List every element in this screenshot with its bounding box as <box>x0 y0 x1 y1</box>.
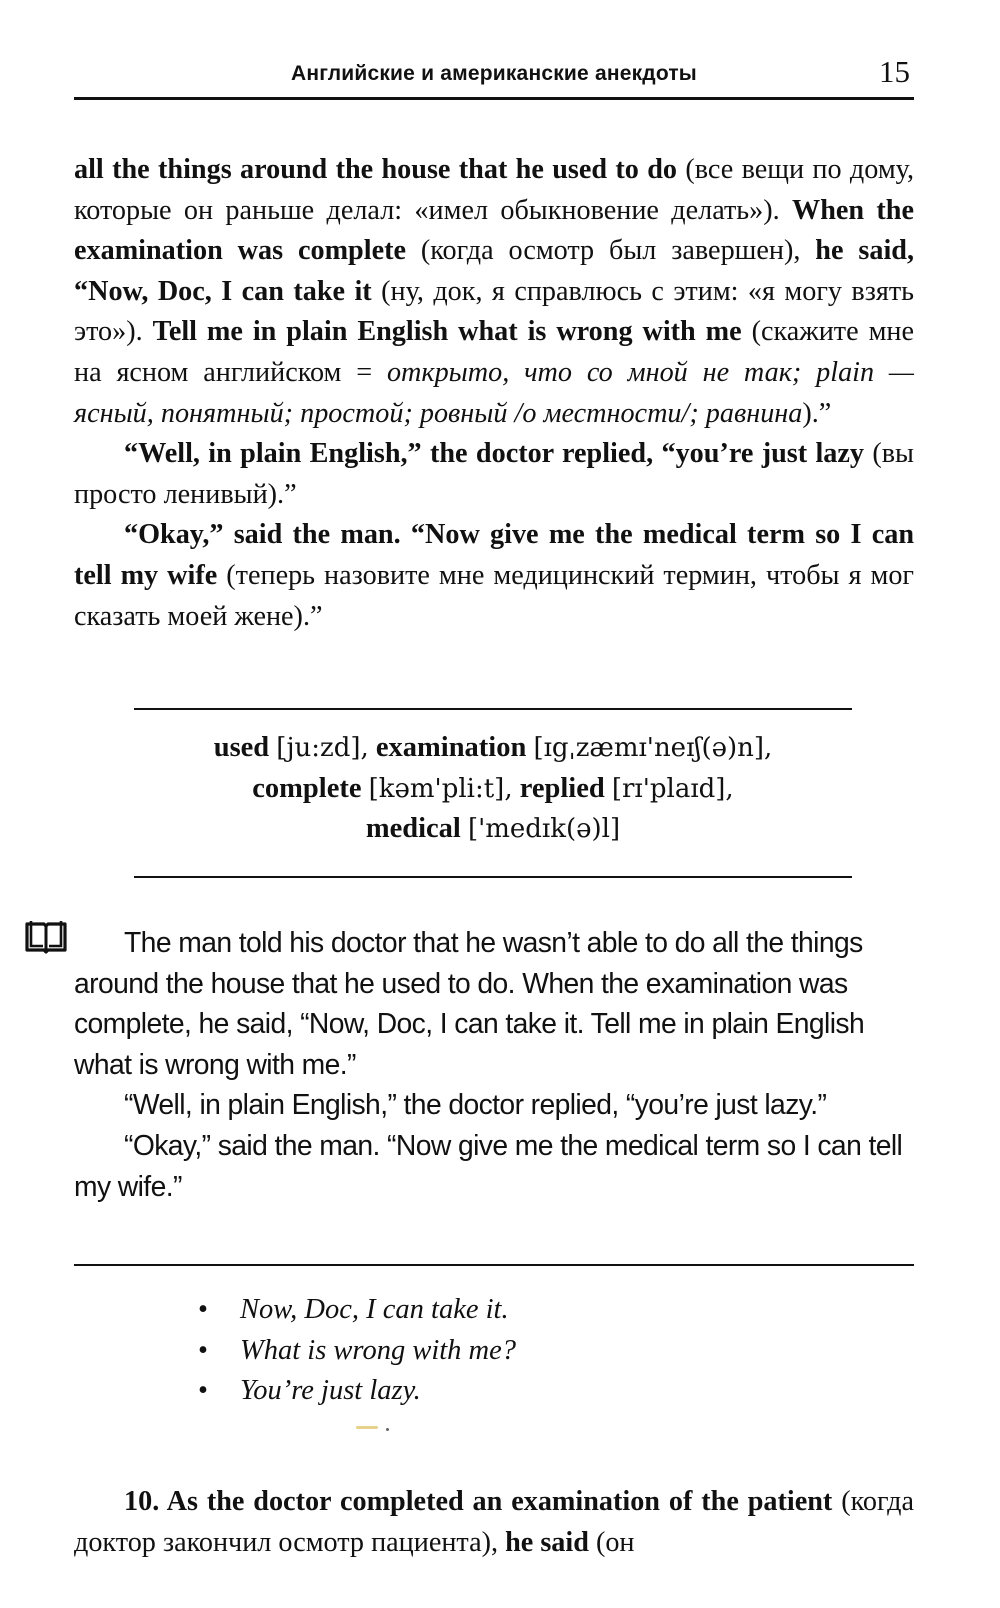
bilingual-gloss <box>74 150 914 637</box>
bullet-icon: • <box>198 1375 208 1407</box>
gloss-english: all the things around the house that he used to do <box>74 154 678 185</box>
transcription-word: medical <box>365 813 461 845</box>
key-phrase-item <box>198 1331 516 1372</box>
transcription-ipa: [rɪ'plaɪd], <box>611 773 734 804</box>
key-phrases-list <box>198 1290 516 1412</box>
transcription-word: complete <box>252 772 362 804</box>
page-number: 15 <box>879 54 910 89</box>
transcription-ipa: ['medɪk(ə)l] <box>467 814 621 845</box>
gloss-paragraph-3 <box>74 515 914 637</box>
gloss-russian: (вы просто ленивый).” <box>74 438 914 510</box>
transcription-ipa: [kəm'pli:t], <box>368 773 513 804</box>
next-anecdote-paragraph <box>74 1482 914 1563</box>
print-speck <box>386 1428 389 1431</box>
header-title: Английские и американские анекдоты <box>291 62 697 85</box>
transcription-word: examination <box>375 732 527 763</box>
gloss-russian: (ну, док, я справлюсь с этим: «я могу взять это»). <box>74 275 915 348</box>
key-phrase-text: Now, Doc, I can take it. <box>240 1294 509 1325</box>
divider-rule <box>134 708 852 710</box>
gloss-russian: (когда осмотр был завершен), <box>405 235 816 267</box>
bullet-icon: • <box>198 1294 208 1325</box>
gloss-russian: (когда доктор закончил осмотр пациента), <box>74 1486 914 1558</box>
transcription-ipa: [ju:zd], <box>276 733 369 763</box>
gloss-english: When the examination was complete <box>74 194 914 267</box>
gloss-russian: (он <box>588 1526 635 1558</box>
bullet-icon: • <box>198 1334 208 1366</box>
gloss-english: he said, “Now, Doc, I can take it <box>74 235 914 307</box>
reading-paragraph-1: The man told his doctor that he wasn’t able to do all the things around the house that he used to do. When the examination was complete, he said, “Now, Doc, I can take it. Tell me in plain English what is wrong with me.” <box>74 926 865 1080</box>
key-phrase-item <box>198 1290 516 1331</box>
transcription-ipa: [ɪgˌzæmɪ'neɪʃ(ə)n], <box>533 733 773 763</box>
gloss-english: Tell me in plain English what is wrong with me <box>152 316 742 348</box>
gloss-russian: (скажите мне на ясном английском = <box>74 316 915 388</box>
running-header <box>74 52 914 100</box>
next-anecdote <box>74 1482 914 1563</box>
divider-rule <box>74 1264 914 1266</box>
header-rule <box>74 97 914 100</box>
open-book-icon <box>24 920 68 954</box>
print-smudge <box>356 1426 378 1429</box>
english-reading-text <box>74 922 914 1206</box>
gloss-russian-italic: открыто, что со мной не так; plain — ясный, понятный; простой; ровный /о местности/; равнина <box>74 356 914 429</box>
gloss-russian: ).” <box>802 397 832 429</box>
reading-paragraph-3: “Okay,” said the man. “Now give me the medical term so I can tell my wife.” <box>74 1128 903 1202</box>
key-phrase-item <box>198 1371 516 1412</box>
divider-rule <box>134 876 852 878</box>
gloss-paragraph-1 <box>74 150 914 434</box>
key-phrase-text: You’re just lazy. <box>240 1375 421 1407</box>
gloss-paragraph-2 <box>74 434 914 515</box>
gloss-english: 10. As the doctor completed an examination of the patient <box>124 1486 833 1517</box>
transcription-word: used <box>213 732 270 763</box>
gloss-russian: (теперь назовите мне медицинский термин, чтобы я мог сказать моей жене).” <box>74 559 914 632</box>
gloss-russian: (все вещи по дому, которые он раньше делал: «имел обыкновение делать»). <box>74 154 914 226</box>
key-phrase-text: What is wrong with me? <box>240 1334 517 1366</box>
transcription-word: replied <box>519 772 605 804</box>
gloss-english: “Well, in plain English,” the doctor replied, “you’re just lazy <box>124 438 864 470</box>
transcription-block <box>134 728 852 850</box>
reading-paragraph-2: “Well, in plain English,” the doctor replied, “you’re just lazy.” <box>124 1088 827 1121</box>
gloss-english: he said <box>505 1526 589 1558</box>
gloss-english: “Okay,” said the man. “Now give me the medical term so I can tell my wife <box>74 519 914 591</box>
